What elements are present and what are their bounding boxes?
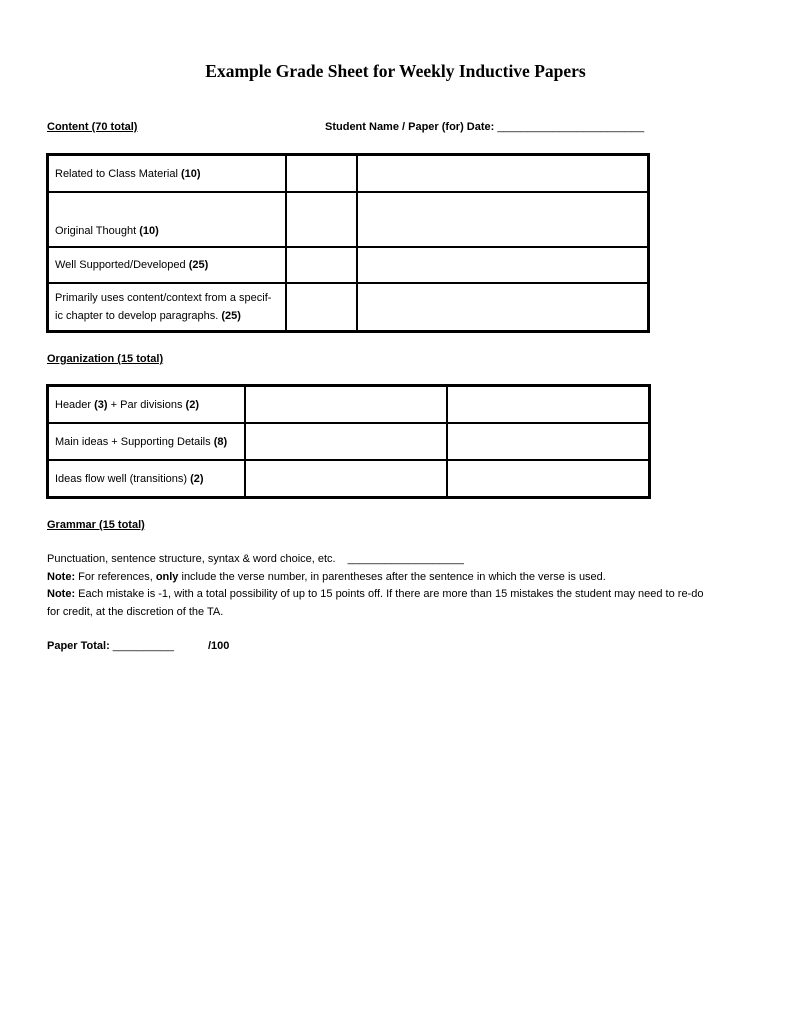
- table-row: [48, 460, 649, 497]
- organization-row-label: Main ideas + Supporting Details (8): [48, 423, 245, 460]
- organization-table: [46, 384, 651, 499]
- grammar-heading: Grammar (15 total): [47, 519, 145, 531]
- paper-total-blank[interactable]: __________: [112, 640, 174, 652]
- content-heading: Content (70 total): [47, 121, 138, 133]
- table-row: [48, 192, 648, 247]
- score-cell[interactable]: [245, 423, 447, 460]
- table-row: [48, 155, 648, 192]
- comment-cell[interactable]: [357, 247, 648, 283]
- table-row: [48, 423, 649, 460]
- comment-cell[interactable]: [357, 283, 648, 331]
- organization-row-label: Header (3) + Par divisions (2): [48, 386, 245, 423]
- score-cell[interactable]: [245, 386, 447, 423]
- score-cell[interactable]: [286, 247, 357, 283]
- comment-cell[interactable]: [357, 155, 648, 192]
- comment-cell[interactable]: [447, 386, 649, 423]
- student-name-line: [325, 121, 644, 133]
- comment-cell[interactable]: [447, 423, 649, 460]
- paper-total-label: Paper Total:: [47, 640, 110, 652]
- paper-total-out-of: /100: [207, 640, 230, 652]
- page-title: Example Grade Sheet for Weekly Inductive Papers: [205, 61, 586, 81]
- comment-cell[interactable]: [357, 192, 648, 247]
- paper-total: [47, 640, 229, 652]
- table-row: [48, 283, 648, 331]
- comment-cell[interactable]: [447, 460, 649, 497]
- organization-row-label: Ideas flow well (transitions) (2): [48, 460, 245, 497]
- note-mistakes: Note: Each mistake is -1, with a total possibility of up to 15 points off. If there are more than 15 mistakes the student may need to re-do for credit, at the discretion of the TA.: [47, 588, 704, 618]
- table-row: [48, 386, 649, 423]
- note-references: Note: For references, only include the verse number, in parentheses after the sentence in which the verse is used.: [47, 571, 606, 583]
- content-row-label: Related to Class Material (10): [48, 155, 286, 192]
- score-cell[interactable]: [286, 192, 357, 247]
- score-cell[interactable]: [286, 155, 357, 192]
- grammar-criteria-line: [47, 551, 464, 569]
- grammar-score-blank[interactable]: ___________________: [347, 553, 464, 565]
- content-row-label: Well Supported/Developed (25): [48, 247, 286, 283]
- score-cell[interactable]: [245, 460, 447, 497]
- score-cell[interactable]: [286, 283, 357, 331]
- table-row: [48, 247, 648, 283]
- grammar-criteria-text: Punctuation, sentence structure, syntax & word choice, etc.: [47, 553, 336, 565]
- organization-heading: Organization (15 total): [47, 353, 164, 365]
- content-table: [46, 153, 650, 333]
- student-name-label: Student Name / Paper (for) Date:: [325, 121, 495, 133]
- content-row-label: Primarily uses content/context from a specif- ic chapter to develop paragraphs. (25): [48, 283, 286, 331]
- student-name-blank[interactable]: ________________________: [497, 121, 645, 133]
- content-row-label: Original Thought (10): [48, 192, 286, 247]
